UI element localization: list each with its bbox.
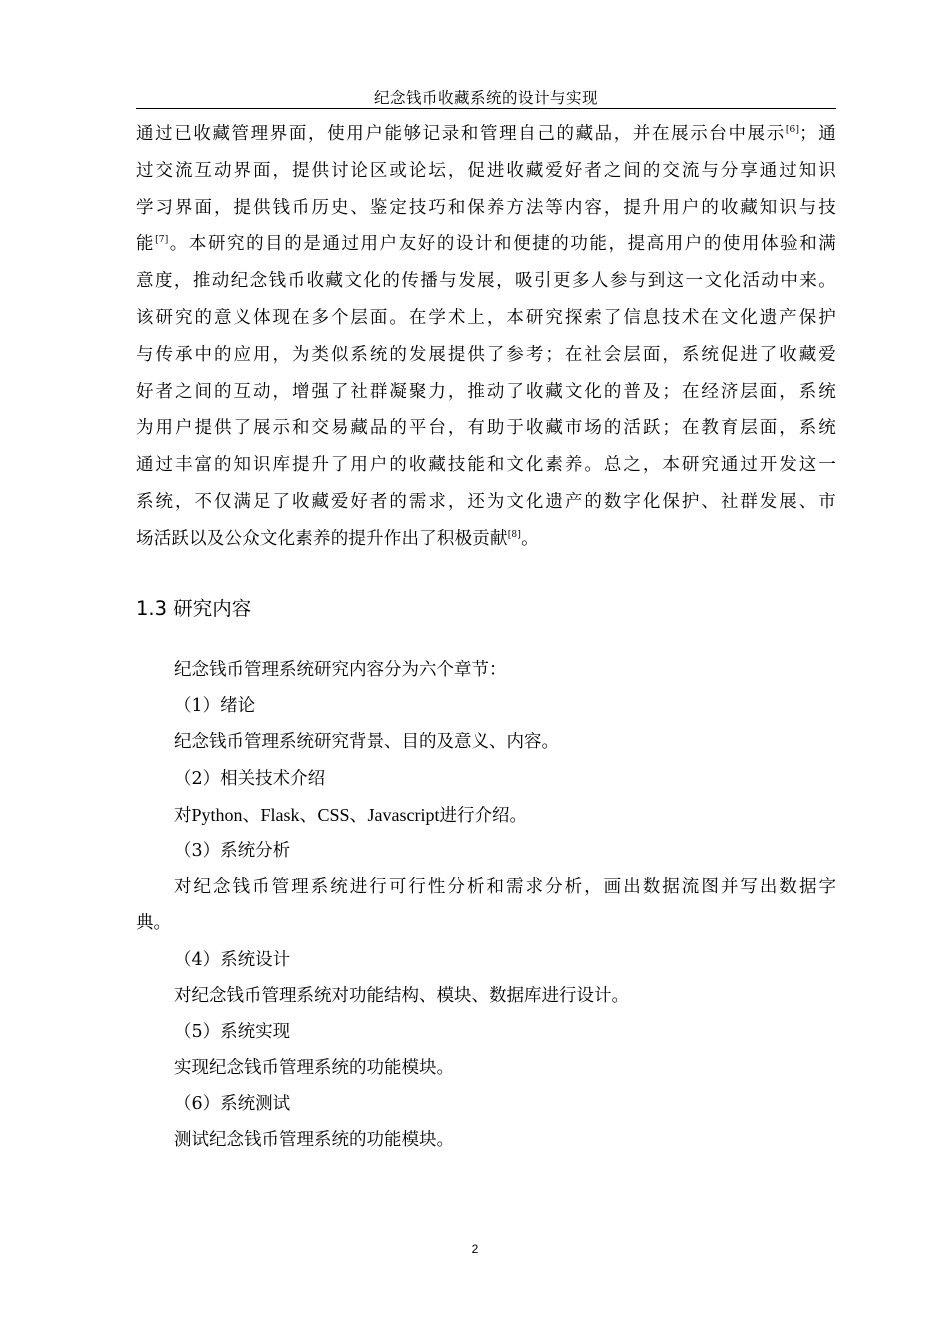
chapter-2-desc: 对Python、Flask、CSS、Javascript进行介绍。: [174, 804, 528, 826]
chapter-1-desc: 纪念钱币管理系统研究背景、目的及意义、内容。: [174, 732, 559, 753]
paragraph-line: 为用户提供了展示和交易藏品的平台，有助于收藏市场的活跃；在教育层面，系统: [136, 418, 836, 439]
chapter-6-desc: 测试纪念钱币管理系统的功能模块。: [174, 1130, 454, 1151]
chapter-1-title: （1）绪论: [174, 696, 256, 717]
chapter-3-title: （3）系统分析: [174, 840, 291, 861]
citation-ref[interactable]: [7]: [155, 235, 169, 246]
running-header-title: 纪念钱币收藏系统的设计与实现: [373, 89, 598, 107]
paragraph-line: 能[7]。本研究的目的是通过用户友好的设计和便捷的功能，提高用户的使用体验和满: [136, 234, 836, 255]
paragraph-line: 意度，推动纪念钱币收藏文化的传播与发展，吸引更多人参与到这一文化活动中来。: [136, 271, 836, 292]
chapter-4-title: （4）系统设计: [174, 949, 291, 970]
chapter-5-title: （5）系统实现: [174, 1021, 291, 1042]
chapter-2-title: （2）相关技术介绍: [174, 768, 326, 789]
section-heading: 1.3 研究内容: [136, 597, 252, 620]
paragraph-line: 好者之间的互动，增强了社群凝聚力，推动了收藏文化的普及；在经济层面，系统: [136, 381, 836, 402]
page-number: 2: [471, 1242, 479, 1256]
citation-ref[interactable]: [6]: [785, 125, 800, 135]
paragraph-line: 通过已收藏管理界面，使用户能够记录和管理自己的藏品，并在展示台中展示[6]；通: [136, 124, 836, 144]
paragraph-line: 与传承中的应用，为类似系统的发展提供了参考；在社会层面，系统促进了收藏爱: [136, 344, 836, 365]
citation-ref[interactable]: [8]: [507, 529, 522, 540]
paragraph-line: 过交流互动界面，提供讨论区或论坛，促进收藏爱好者之间的交流与分享通过知识: [136, 160, 836, 181]
chapter-5-desc: 实现纪念钱币管理系统的功能模块。: [174, 1058, 454, 1079]
tech-list: Python、Flask、CSS、Javascript: [191, 804, 440, 825]
chapter-3-desc-line2: 典。: [136, 913, 171, 934]
paragraph-line: 该研究的意义体现在多个层面。在学术上，本研究探索了信息技术在文化遗产保护: [136, 307, 836, 328]
intro-paragraph: [136, 116, 836, 558]
paragraph-line: 学习界面，提供钱币历史、鉴定技巧和保养方法等内容，提升用户的收藏知识与技: [136, 197, 836, 218]
chapter-3-desc-line1: 对纪念钱币管理系统进行可行性分析和需求分析，画出数据流图并写出数据字: [174, 877, 836, 898]
paragraph-line: 场活跃以及公众文化素养的提升作出了积极贡献[8]。: [136, 528, 539, 549]
paragraph-line: 通过丰富的知识库提升了用户的收藏技能和文化素养。总之，本研究通过开发这一: [136, 455, 836, 476]
content-intro: 纪念钱币管理系统研究内容分为六个章节：: [174, 660, 507, 680]
paragraph-line: 系统，不仅满足了收藏爱好者的需求，还为文化遗产的数字化保护、社群发展、市: [136, 491, 836, 512]
chapter-6-title: （6）系统测试: [174, 1094, 291, 1115]
header-divider: [136, 108, 836, 109]
chapter-4-desc: 对纪念钱币管理系统对功能结构、模块、数据库进行设计。: [174, 985, 629, 1006]
research-content-list: [136, 652, 836, 1159]
